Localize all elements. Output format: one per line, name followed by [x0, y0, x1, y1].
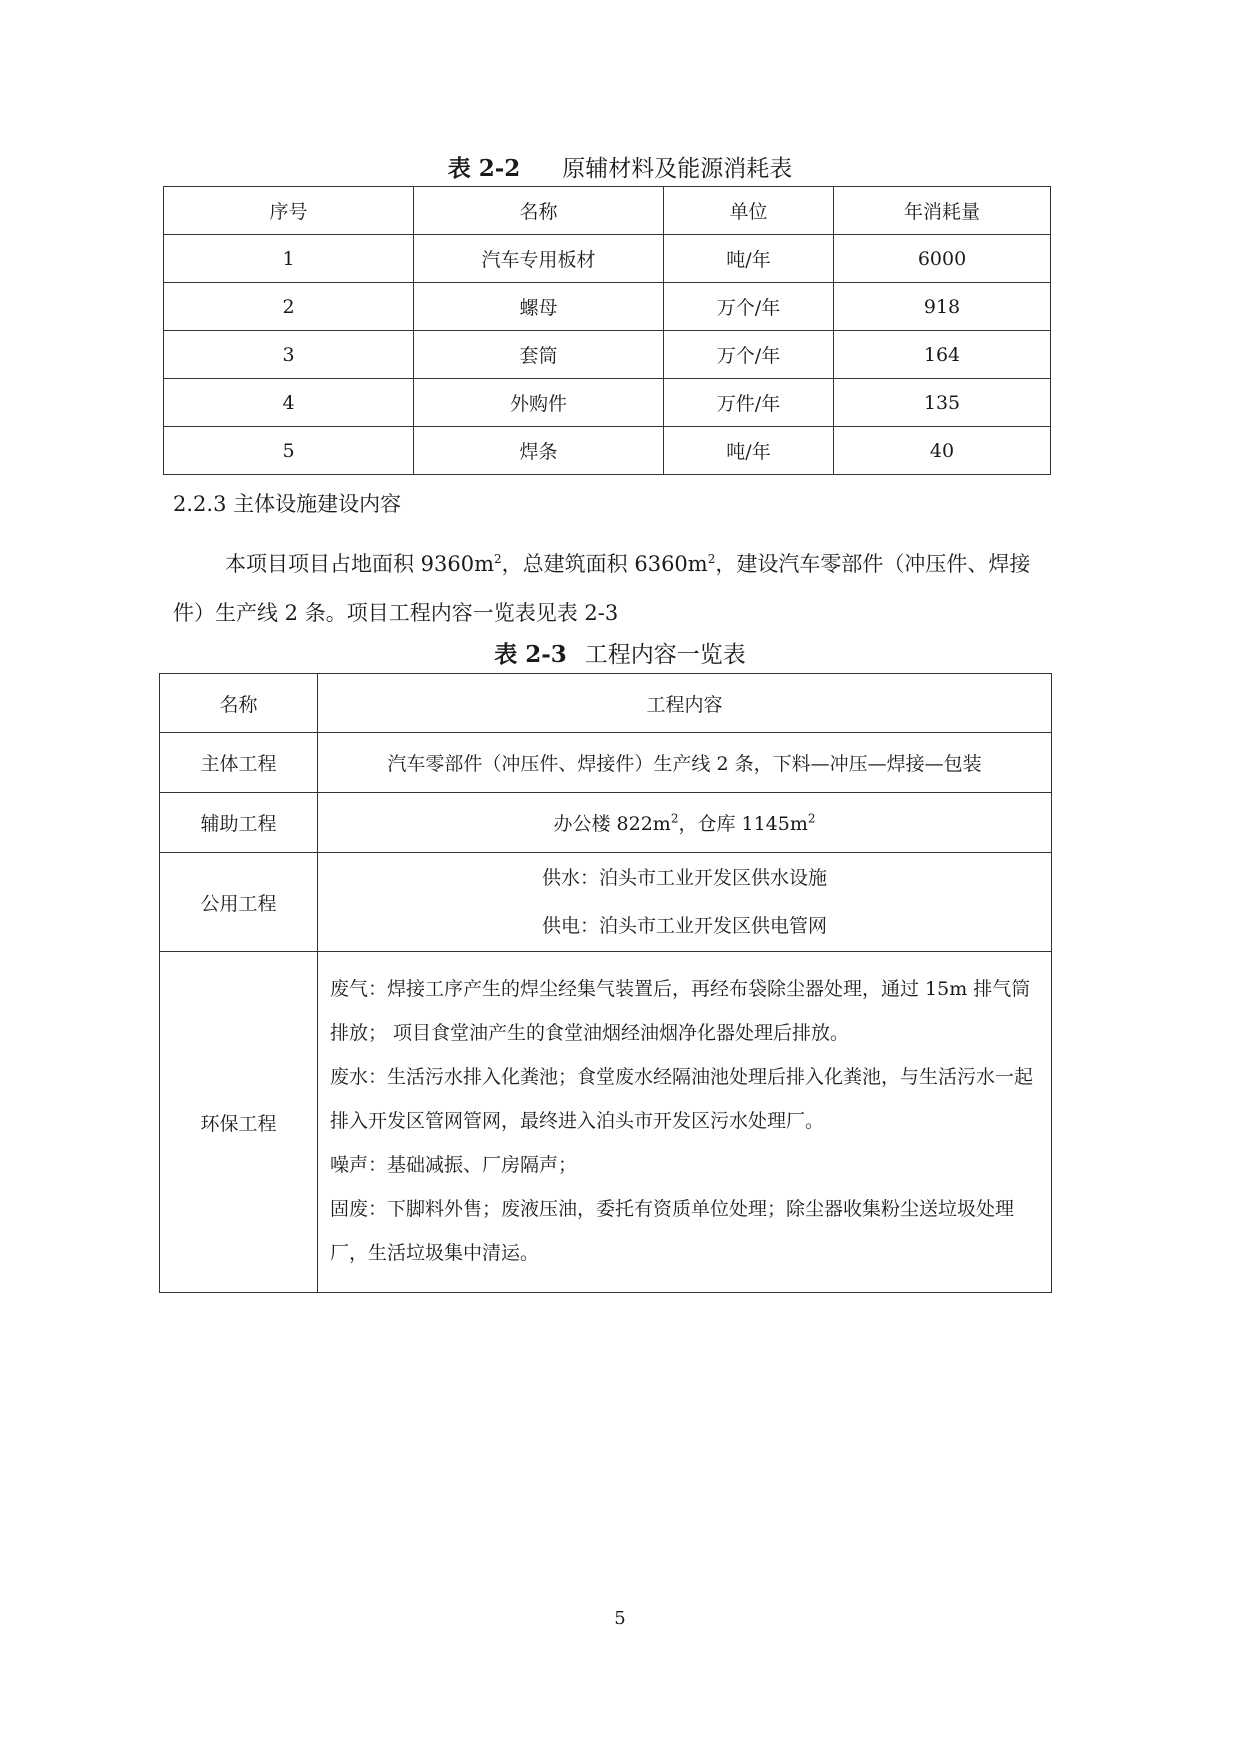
column-header: 名称	[160, 674, 318, 733]
table-cell: 40	[834, 427, 1051, 475]
superscript: 2	[670, 811, 679, 826]
table-cell: 164	[834, 331, 1051, 379]
table-cell: 万个/年	[664, 331, 834, 379]
table-cell: 焊条	[414, 427, 664, 475]
table-cell: 918	[834, 283, 1051, 331]
paragraph-text: ，建设汽车零部件（冲压件、焊接件）生产线 2 条。项目工程内容一览表见表 2-3	[173, 552, 1031, 625]
table-cell: 吨/年	[664, 427, 834, 475]
table-cell: 万个/年	[664, 283, 834, 331]
table-cell: 135	[834, 379, 1051, 427]
column-header: 年消耗量	[834, 187, 1051, 235]
table-2-2-caption-title: 原辅材料及能源消耗表	[562, 156, 793, 182]
table-row	[160, 853, 1052, 952]
table-2-3-caption	[0, 636, 1240, 669]
cell-paragraph: 噪声：基础减振、厂房隔声；	[330, 1154, 578, 1176]
table-row	[160, 793, 1052, 853]
cell-text: ，仓库 1145m	[678, 813, 808, 835]
row-name-cell: 辅助工程	[160, 793, 318, 853]
table-cell: 套筒	[414, 331, 664, 379]
section-paragraph	[173, 535, 1053, 638]
row-content-cell	[318, 952, 1052, 1293]
row-name-cell: 环保工程	[160, 952, 318, 1293]
table-cell: 3	[164, 331, 414, 379]
table-row	[160, 733, 1052, 793]
table-2-3-caption-number: 表 2-3	[494, 641, 567, 668]
paragraph-text: 本项目项目占地面积 9360m	[225, 552, 495, 576]
column-header: 单位	[664, 187, 834, 235]
table-row	[164, 283, 1051, 331]
materials-table	[163, 186, 1051, 475]
superscript: 2	[707, 552, 716, 566]
cell-line: 供电：泊头市工业开发区供电管网	[541, 915, 827, 937]
cell-line: 供水：泊头市工业开发区供水设施	[541, 867, 827, 889]
column-header: 名称	[414, 187, 664, 235]
table-row	[164, 331, 1051, 379]
paragraph-text: ，总建筑面积 6360m	[501, 552, 708, 576]
table-header-row	[164, 187, 1051, 235]
table-cell: 6000	[834, 235, 1051, 283]
table-cell: 4	[164, 379, 414, 427]
table-2-2-caption-number: 表 2-2	[447, 155, 521, 182]
project-content-table	[159, 673, 1052, 1293]
table-cell: 5	[164, 427, 414, 475]
table-cell: 2	[164, 283, 414, 331]
row-name-cell: 主体工程	[160, 733, 318, 793]
table-row	[164, 379, 1051, 427]
table-cell: 1	[164, 235, 414, 283]
cell-paragraph: 固废：下脚料外售；废液压油，委托有资质单位处理；除尘器收集粉尘送垃圾处理厂，生活垃圾集中清运。	[330, 1198, 1015, 1264]
row-content-cell	[318, 853, 1052, 952]
table-cell: 吨/年	[664, 235, 834, 283]
table-cell: 螺母	[414, 283, 664, 331]
table-row	[160, 952, 1052, 1293]
table-cell: 汽车专用板材	[414, 235, 664, 283]
table-row	[164, 427, 1051, 475]
row-content-cell	[318, 793, 1052, 853]
table-cell: 外购件	[414, 379, 664, 427]
column-header: 工程内容	[318, 674, 1052, 733]
table-2-3-caption-title: 工程内容一览表	[584, 642, 746, 668]
table-2-2-caption	[0, 150, 1240, 183]
table-cell: 万件/年	[664, 379, 834, 427]
section-heading: 2.2.3 主体设施建设内容	[173, 492, 402, 516]
column-header: 序号	[164, 187, 414, 235]
cell-paragraph: 废水：生活污水排入化粪池；食堂废水经隔油池处理后排入化粪池，与生活污水一起排入开发区管网管网，最终进入泊头市开发区污水处理厂。	[330, 1066, 1034, 1132]
row-name-cell: 公用工程	[160, 853, 318, 952]
cell-text: 办公楼 822m	[553, 813, 671, 835]
table-header-row	[160, 674, 1052, 733]
table-row	[164, 235, 1051, 283]
superscript: 2	[494, 552, 502, 566]
row-content-cell: 汽车零部件（冲压件、焊接件）生产线 2 条，下料—冲压—焊接—包装	[318, 733, 1052, 793]
cell-paragraph: 废气：焊接工序产生的焊尘经集气装置后，再经布袋除尘器处理，通过 15m 排气筒排放； 项目食堂油产生的食堂油烟经油烟净化器处理后排放。	[330, 978, 1031, 1044]
superscript: 2	[807, 811, 816, 826]
page-number: 5	[614, 1608, 626, 1629]
